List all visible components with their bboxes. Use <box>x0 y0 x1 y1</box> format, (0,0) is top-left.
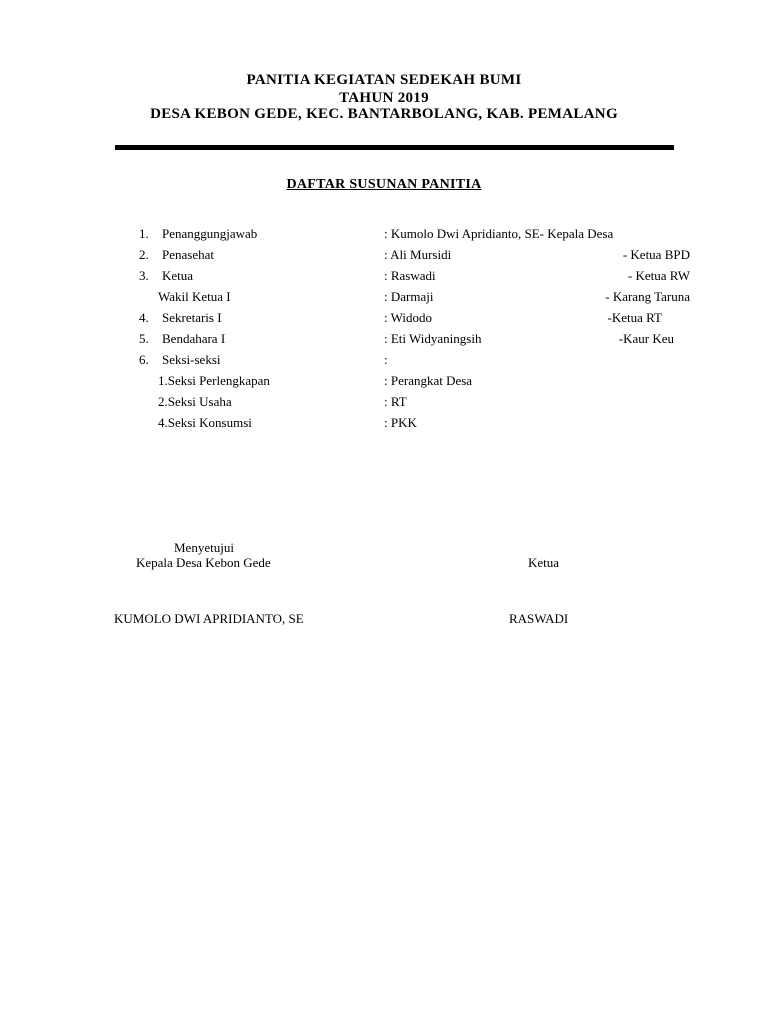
item-label: Ketua <box>162 268 194 283</box>
list-item <box>0 394 768 414</box>
item-note: - Ketua RW <box>627 268 690 283</box>
signer-right-title: Ketua <box>528 555 560 570</box>
item-number: 6. <box>139 352 149 367</box>
list-item <box>0 373 768 393</box>
item-label: 2.Seksi Usaha <box>158 394 232 409</box>
item-note: - Karang Taruna <box>605 289 690 304</box>
item-note: -Ketua RT <box>607 310 662 325</box>
item-value: : <box>384 352 388 367</box>
list-item <box>0 331 768 351</box>
item-value: : Eti Widyaningsih <box>384 331 482 346</box>
item-value: : Kumolo Dwi Apridianto, SE- Kepala Desa <box>384 226 614 241</box>
list-item <box>0 268 768 288</box>
list-item <box>0 352 768 372</box>
item-number: 4. <box>139 310 149 325</box>
item-label: Bendahara I <box>162 331 226 346</box>
signer-left-title: Kepala Desa Kebon Gede <box>136 555 271 570</box>
header-divider <box>115 145 674 150</box>
list-item <box>0 310 768 330</box>
list-item <box>0 226 768 246</box>
header-line-2: TAHUN 2019 <box>339 90 429 106</box>
item-label: Sekretaris I <box>162 310 222 325</box>
list-item <box>0 415 768 435</box>
item-label: 4.Seksi Konsumsi <box>158 415 252 430</box>
item-label: 1.Seksi Perlengkapan <box>158 373 270 388</box>
item-note: -Kaur Keu <box>618 331 674 346</box>
item-label: Penanggungjawab <box>162 226 258 241</box>
item-value: : Darmaji <box>384 289 434 304</box>
item-number: 3. <box>139 268 149 283</box>
item-label: Seksi-seksi <box>162 352 221 367</box>
document-title: DAFTAR SUSUNAN PANITIA <box>286 177 482 192</box>
item-value: : Ali Mursidi <box>384 247 452 262</box>
signer-right-name: RASWADI <box>509 611 569 626</box>
item-value: : RT <box>384 394 407 409</box>
item-number: 5. <box>139 331 149 346</box>
item-value: : Raswadi <box>384 268 436 283</box>
item-note: - Ketua BPD <box>622 247 690 262</box>
list-item <box>0 247 768 267</box>
signer-left-name: KUMOLO DWI APRIDIANTO, SE <box>114 611 304 626</box>
item-number: 1. <box>139 226 149 241</box>
header-line-3: DESA KEBON GEDE, KEC. BANTARBOLANG, KAB. PEMALANG <box>150 106 618 122</box>
item-label: Wakil Ketua I <box>158 289 231 304</box>
item-number: 2. <box>139 247 149 262</box>
item-value: : Perangkat Desa <box>384 373 473 388</box>
header-line-1: PANITIA KEGIATAN SEDEKAH BUMI <box>246 72 522 88</box>
list-item <box>0 289 768 309</box>
item-value: : Widodo <box>384 310 432 325</box>
item-label: Penasehat <box>162 247 214 262</box>
approval-label: Menyetujui <box>174 540 234 555</box>
item-value: : PKK <box>384 415 417 430</box>
